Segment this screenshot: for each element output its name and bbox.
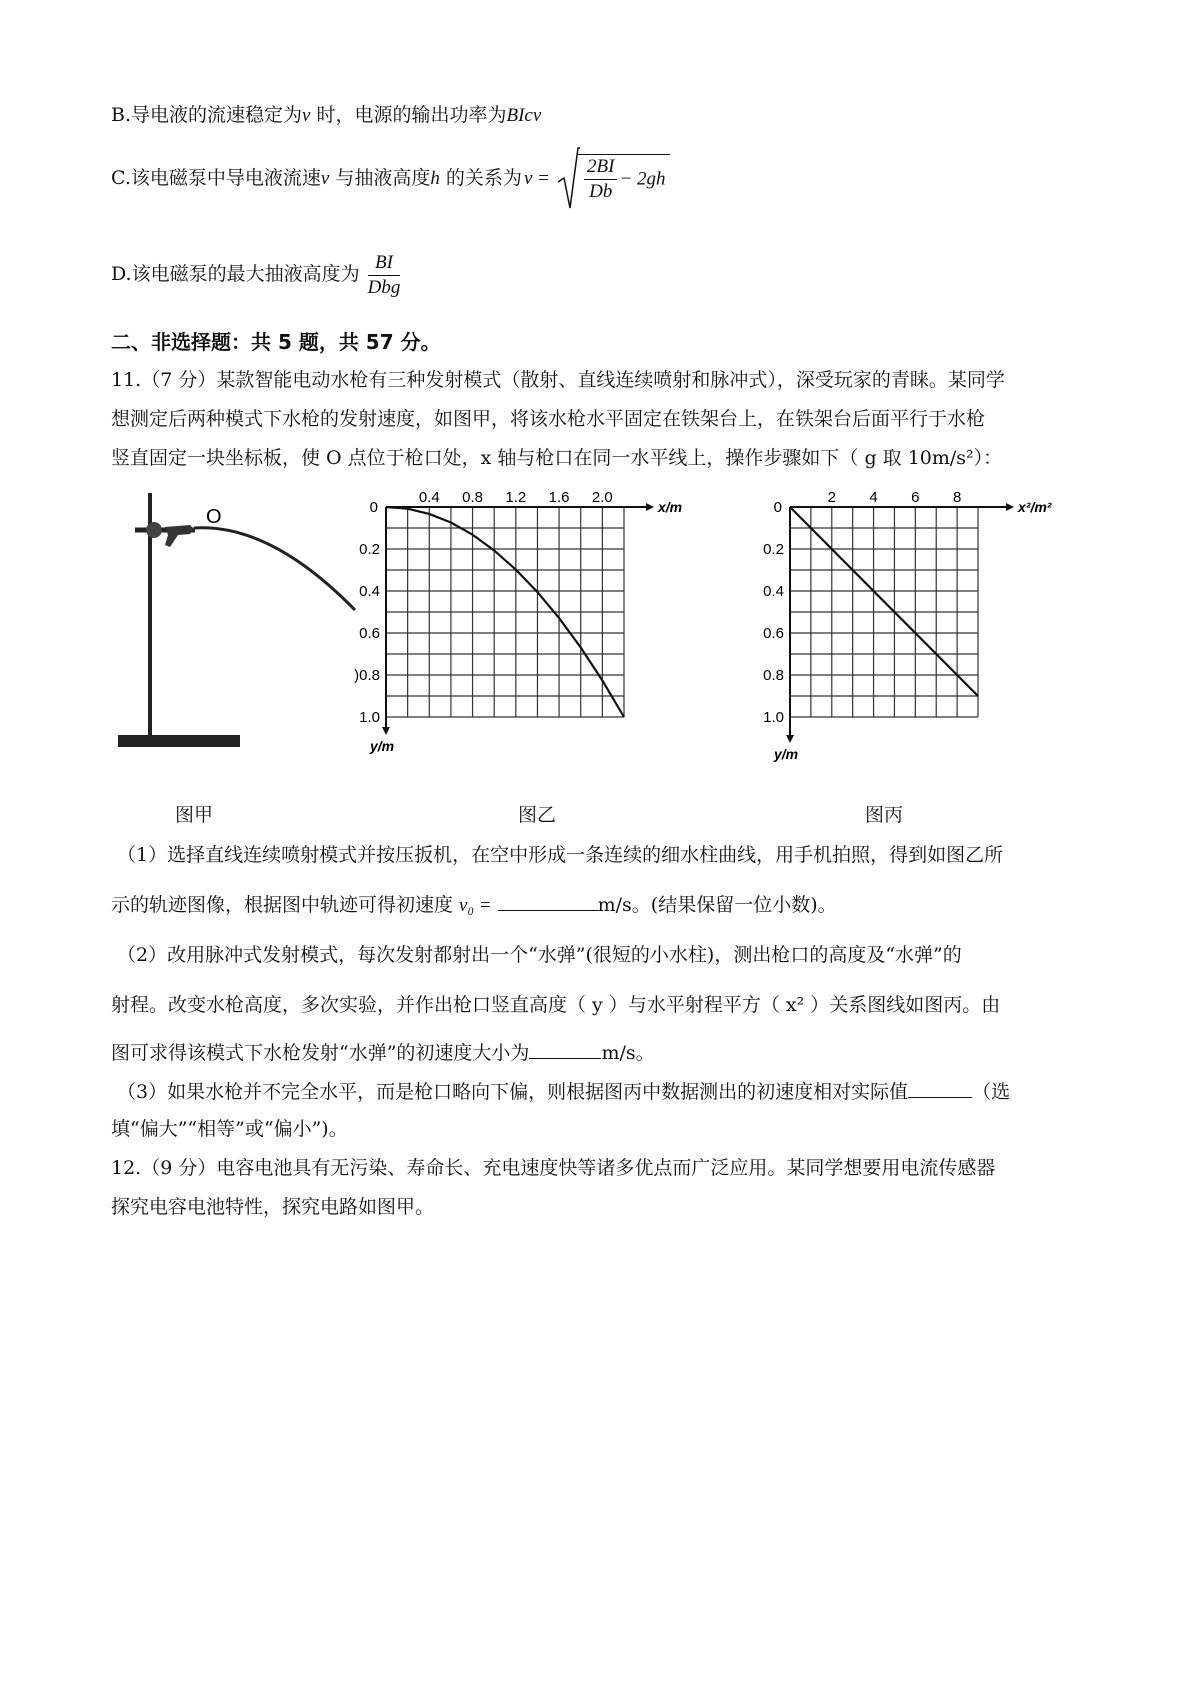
point-o-label: O — [206, 506, 222, 528]
option-d-label: D.该电磁泵的最大抽液高度为 — [111, 263, 360, 285]
section-2-title: 二、非选择题：共 5 题，共 57 分。 — [111, 330, 441, 354]
x-tick-label: 1.6 — [548, 489, 570, 506]
q11-line-3: 竖直固定一块坐标板，使 O 点位于枪口处，x 轴与枪口在同一水平线上，操作步骤如下（ g 取 10m/s²）： — [111, 447, 1003, 469]
sqrt-tail: − 2gh — [619, 168, 666, 190]
option-c — [111, 148, 670, 208]
q11-part1-line2 — [111, 890, 837, 917]
x-axis-label: x/m — [658, 499, 683, 515]
var-v: v — [302, 105, 311, 126]
part2-text-a: 图可求得该模式下水枪发射“水弹”的初速度大小为 — [111, 1042, 530, 1064]
clamp-knob — [146, 522, 162, 538]
x-tick-label: 1.2 — [505, 489, 527, 506]
y-axis-label: y/m — [773, 746, 799, 762]
sqrt-expression — [556, 148, 670, 210]
x-axis-arrow-icon — [1006, 503, 1014, 511]
option-b-mid: 时，电源的输出功率为 — [310, 104, 507, 126]
option-b — [111, 100, 541, 127]
data-series-line — [790, 507, 978, 696]
x-tick-label: 2 — [827, 489, 836, 506]
caption-yi: 图乙 — [518, 804, 557, 826]
y-tick-label: 0.6 — [763, 625, 784, 642]
stand-base — [118, 735, 240, 747]
y-tick-label: 0.8 — [763, 667, 784, 684]
x-axis-label: x²/m² — [1018, 499, 1052, 515]
sqrt-symbol — [556, 146, 580, 210]
formula-bicv: BIcv — [506, 105, 542, 126]
fraction-denominator: Db — [589, 181, 613, 202]
y-tick-label: )0.8 — [354, 667, 380, 684]
x-tick-label: 8 — [952, 489, 962, 506]
y-tick-label: 0.2 — [359, 541, 380, 558]
answer-blank-2[interactable] — [529, 1042, 601, 1059]
origin-label: 0 — [369, 499, 378, 516]
x-tick-label: 6 — [911, 489, 920, 506]
q11-line-1: 11.（7 分）某款智能电动水枪有三种发射模式（散射、直线连续喷射和脉冲式），深受玩家的青睐。某同学 — [111, 369, 1005, 391]
fraction-numerator: 2BI — [584, 155, 617, 180]
q11-part2-line3 — [111, 1038, 655, 1065]
y-axis-label: y/m — [369, 738, 395, 754]
y-axis-arrow-icon — [382, 727, 390, 735]
water-trajectory — [194, 528, 355, 610]
q11-line-2: 想测定后两种模式下水枪的发射速度，如图甲，将该水枪水平固定在铁架台上，在铁架台后面平行于水枪 — [111, 408, 986, 430]
fraction-denominator: Dbg — [367, 276, 401, 298]
option-b-label: B.导电液的流速稳定为 — [111, 104, 303, 126]
q12-line-2: 探究电容电池特性，探究电路如图甲。 — [111, 1196, 435, 1218]
y-tick-label: 0.6 — [359, 625, 380, 642]
chart-bing — [745, 485, 1105, 785]
part3-text-a: （3）如果水枪并不完全水平，而是枪口略向下偏，则根据图丙中数据测出的初速度相对实际值 — [117, 1081, 909, 1103]
x-tick-label: 4 — [869, 489, 878, 506]
sqrt-fraction — [584, 155, 617, 204]
y-axis-arrow-icon — [786, 735, 794, 743]
option-c-label: C.该电磁泵中导电液流速 — [111, 167, 321, 189]
q11-part1-line1: （1）选择直线连续喷射模式并按压扳机，在空中形成一条连续的细水柱曲线，用手机拍照，得到如图乙所 — [117, 844, 1004, 866]
answer-blank-3[interactable] — [908, 1081, 972, 1098]
v0-symbol: v₀ = — [459, 895, 492, 916]
option-d — [111, 244, 402, 304]
chart-yi — [354, 485, 710, 765]
y-tick-label: 1.0 — [763, 709, 784, 726]
q11-part3-line1 — [117, 1077, 1010, 1104]
var-v: v — [320, 168, 330, 189]
x-axis-arrow-icon — [646, 503, 654, 511]
part1-text-b: m/s。(结果保留一位小数)。 — [597, 894, 837, 916]
figure-jia-apparatus — [110, 485, 360, 765]
answer-blank-1[interactable] — [498, 894, 598, 911]
x-tick-label: 2.0 — [591, 489, 613, 506]
y-tick-label: 0.2 — [763, 541, 784, 558]
y-tick-label: 1.0 — [359, 709, 380, 726]
x-tick-label: 0.4 — [418, 489, 440, 506]
part2-text-b: m/s。 — [601, 1042, 655, 1064]
option-c-mid2: 的关系为 — [439, 167, 522, 189]
origin-label: 0 — [773, 499, 782, 516]
caption-jia: 图甲 — [175, 804, 214, 826]
q11-part3-line2: 填“偏大”“相等”或“偏小”)。 — [111, 1118, 348, 1140]
var-h: h — [430, 168, 440, 189]
caption-bing: 图丙 — [865, 804, 904, 826]
x-tick-label: 0.8 — [462, 489, 483, 506]
fraction-numerator: BI — [368, 251, 401, 276]
part3-text-b: （选 — [972, 1081, 1011, 1103]
q11-part2-line2: 射程。改变水枪高度，多次实验，并作出枪口竖直高度（ y ）与水平射程平方（ x² ）关系图线如图丙。由 — [111, 994, 1001, 1016]
part1-text-a: 示的轨迹图像，根据图中轨迹可得初速度 — [111, 894, 454, 916]
option-c-mid1: 与抽液高度 — [329, 167, 431, 189]
formula-lhs: v = — [523, 168, 550, 189]
q12-line-1: 12.（9 分）电容电池具有无污染、寿命长、充电速度快等诸多优点而广泛应用。某同学想要用电流传感器 — [111, 1157, 996, 1179]
q11-part2-line1: （2）改用脉冲式发射模式，每次发射都射出一个“水弹”(很短的小水柱)，测出枪口的高度及“水弹”的 — [117, 944, 962, 966]
y-tick-label: 0.4 — [359, 583, 380, 600]
water-gun-icon — [165, 525, 194, 547]
y-tick-label: 0.4 — [763, 583, 784, 600]
option-d-fraction — [368, 251, 401, 300]
